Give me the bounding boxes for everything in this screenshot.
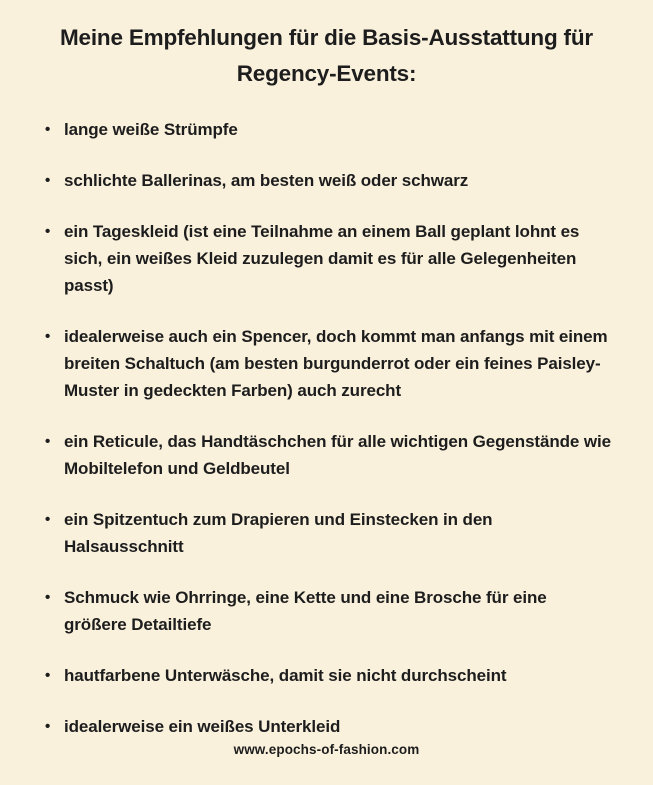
bullet-icon: •: [45, 589, 51, 606]
list-item-text: ein Reticule, das Handtäschchen für alle wichtigen Gegenstände wie Mobiltelefon und Geldbeutel: [64, 432, 611, 478]
list-item-text: ein Tageskleid (ist eine Teilnahme an einem Ball geplant lohnt es sich, ein weißes Kleid zuzulegen damit es für alle Gelegenheiten passt): [64, 222, 580, 295]
bullet-icon: •: [45, 511, 51, 528]
list-item-text: lange weiße Strümpfe: [64, 120, 238, 139]
bullet-icon: •: [45, 328, 51, 345]
bullet-icon: •: [45, 718, 51, 735]
list-item-text: idealerweise ein weißes Unterkleid: [64, 717, 341, 736]
list-item: [45, 167, 613, 194]
list-item: [45, 662, 613, 689]
bullet-icon: •: [45, 172, 51, 189]
page-title: Meine Empfehlungen für die Basis-Ausstattung für Regency-Events:: [60, 25, 593, 86]
list-item-text: idealerweise auch ein Spencer, doch kommt man anfangs mit einem breiten Schaltuch (am besten burgunderrot oder ein feines Paisley-Muster in gedeckten Farben) auch zurecht: [64, 327, 608, 400]
list-item: [45, 218, 613, 299]
list-item: [45, 584, 613, 638]
bullet-icon: •: [45, 121, 51, 138]
list-item: [45, 116, 613, 143]
recommendations-list: [0, 116, 653, 740]
list-item-text: schlichte Ballerinas, am besten weiß oder schwarz: [64, 171, 469, 190]
bullet-icon: •: [45, 223, 51, 240]
list-item: [45, 506, 613, 560]
list-item-text: ein Spitzentuch zum Drapieren und Einstecken in den Halsausschnitt: [64, 510, 493, 556]
list-item: [45, 713, 613, 740]
list-item: [45, 323, 613, 404]
list-item-text: Schmuck wie Ohrringe, eine Kette und eine Brosche für eine größere Detailtiefe: [64, 588, 547, 634]
list-item: [45, 428, 613, 482]
list-item-text: hautfarbene Unterwäsche, damit sie nicht durchscheint: [64, 666, 507, 685]
website-url: www.epochs-of-fashion.com: [233, 742, 420, 757]
bullet-icon: •: [45, 433, 51, 450]
bullet-icon: •: [45, 667, 51, 684]
